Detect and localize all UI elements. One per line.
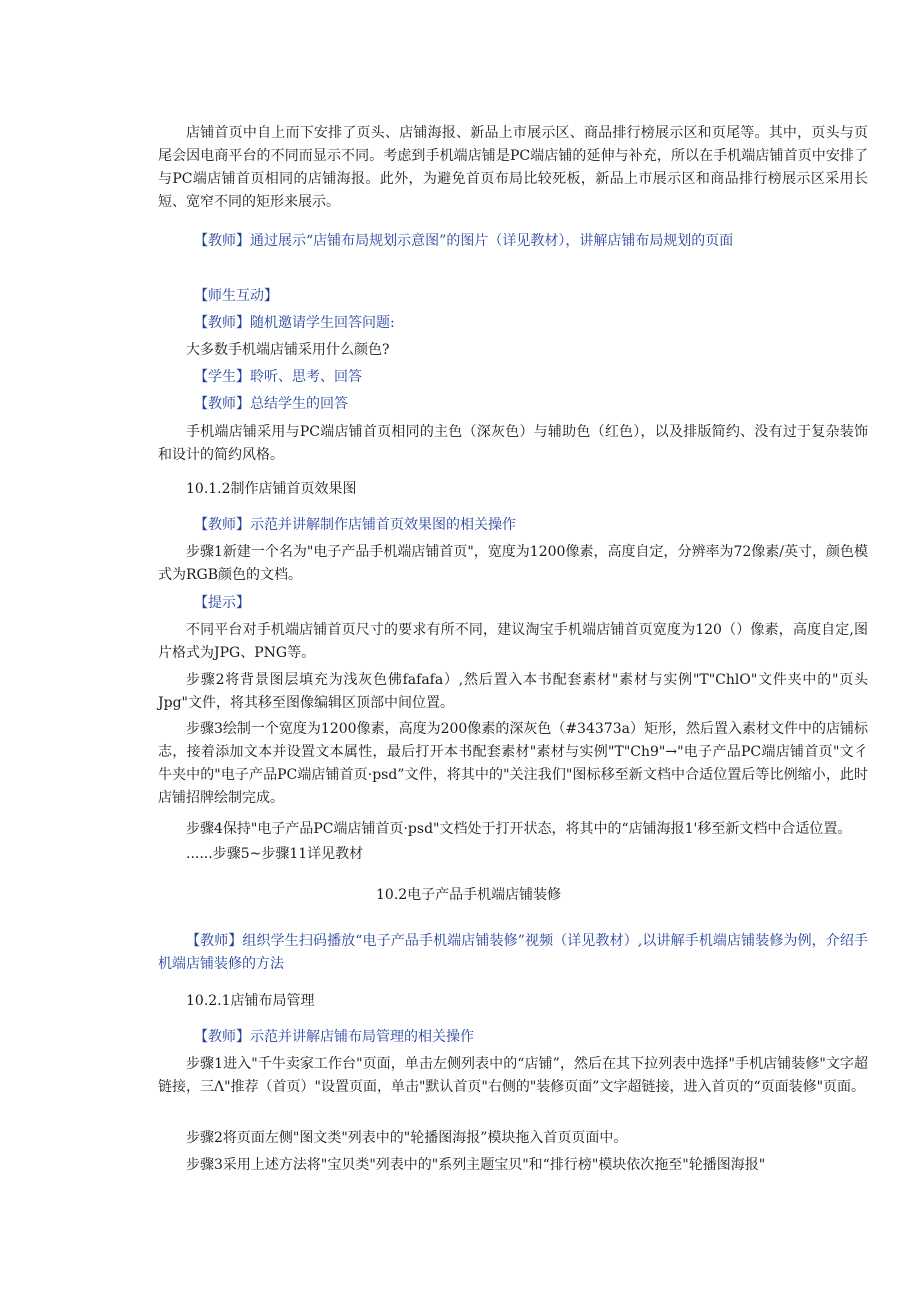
- step1-paragraph: 步骤1新建一个名为"电子产品手机端店铺首页"，宽度为1200像素，高度自定，分辨率为72像素/英寸，颜色模式为RGB颜色的文档。: [158, 544, 868, 583]
- step3-paragraph: 步骤3绘制一个宽度为1200像素，高度为200像素的深灰色（#34373a）矩形，然后置入素材文件中的店铺标志，接着添加文本并设置文本属性，最后打开本书配套素材"素材与实例"T"Ch9"→"电子产品PC端店铺首页"文彳牛夹中的"电子产品PC端店铺首页·psd”文件，将其中的"关注我们"图标移至新文档中合适位置后等比例缩小，此时店铺招牌绘制完成。: [158, 721, 868, 806]
- tip-paragraph: 不同平台对手机端店铺首页尺寸的要求有所不同，建议淘宝手机端店铺首页宽度为120（）像素，高度自定,图片格式为JPG、PNG等。: [158, 622, 868, 661]
- step4-line: 步骤4保持"电子产品PC端店铺首页·psd"文档处于打开状态，将其中的“店铺海报1'移至新文档中合适位置。: [186, 821, 852, 837]
- section-heading-1021: 10.2.1店铺布局管理: [186, 993, 315, 1009]
- question-text: 大多数手机端店铺采用什么颜色?: [186, 342, 390, 358]
- teacher-demo-effect: 【教师】示范并讲解制作店铺首页效果图的相关操作: [194, 517, 516, 533]
- m-step2-line: 步骤2将页面左侧"图文类"列表中的"轮播图海报”模块拖入首页页面中。: [186, 1130, 628, 1146]
- m-step1-paragraph: 步骤1进入"千牛卖家工作台"页面，单击左侧列表中的“店铺”，然后在其下拉列表中选择"手机店铺装修"文字超链接，三Λ"推荐（首页）"设置页面，单击"默认首页"右侧的"装修页面”文字超链接，进入首页的“页面装修"页面。: [158, 1056, 868, 1095]
- teacher-show-layout: 【教师】通过展示“店铺布局规划示意图”的图片（详见教材），讲解店铺布局规划的页面: [194, 233, 734, 249]
- step2-paragraph: 步骤2将背景图层填充为浅灰色佛fafafa）,然后置入本书配套素材"素材与实例"T"ChlO"文件夹中的"页头Jpg"文件，将其移至图像编辑区顶部中间位置。: [158, 672, 868, 711]
- section-heading-1012: 10.1.2制作店铺首页效果图: [186, 481, 357, 497]
- teacher-summary: 【教师】总结学生的回答: [194, 396, 348, 412]
- teacher-invite: 【教师】随机邀请学生回答问题:: [194, 315, 395, 331]
- m-step3-line: 步骤3采用上述方法将"宝贝类"列表中的"系列主题宝贝"和“排行榜"模块依次拖至"轮播图海报": [186, 1157, 766, 1173]
- answer-paragraph: 手机端店铺采用与PC端店铺首页相同的主色（深灰色）与辅助色（红色），以及排版简约、没有过于复杂装饰和设计的简约风格。: [158, 424, 868, 463]
- interaction-heading: 【师生互动】: [194, 288, 278, 304]
- step5-11-line: ......步骤5~步骤11详见教材: [186, 846, 364, 862]
- student-answer: 【学生】聆听、思考、回答: [194, 369, 362, 385]
- teacher-organize: 【教师】组织学生扫码播放“电子产品手机端店铺装修”视频（详见教材）,以讲解手机端店铺装修为例，介绍手机端店铺装修的方法: [158, 933, 868, 972]
- tip-heading: 【提示】: [194, 595, 250, 611]
- intro-paragraph: 店铺首页中自上而下安排了页头、店铺海报、新品上市展示区、商品排行榜展示区和页尾等。其中，页头与页尾会因电商平台的不同而显示不同。考虑到手机端店铺是PC端店铺的延伸与补充，所以在手机端店铺首页中安排了与PC端店铺首页相同的店铺海报。此外，为避免首页布局比较死板，新品上市展示区和商品排行榜展示区采用长短、宽窄不同的矩形来展示。: [158, 125, 868, 210]
- section-heading-102: 10.2电子产品手机端店铺装修: [376, 887, 562, 903]
- teacher-demo-layout: 【教师】示范并讲解店铺布局管理的相关操作: [194, 1029, 474, 1045]
